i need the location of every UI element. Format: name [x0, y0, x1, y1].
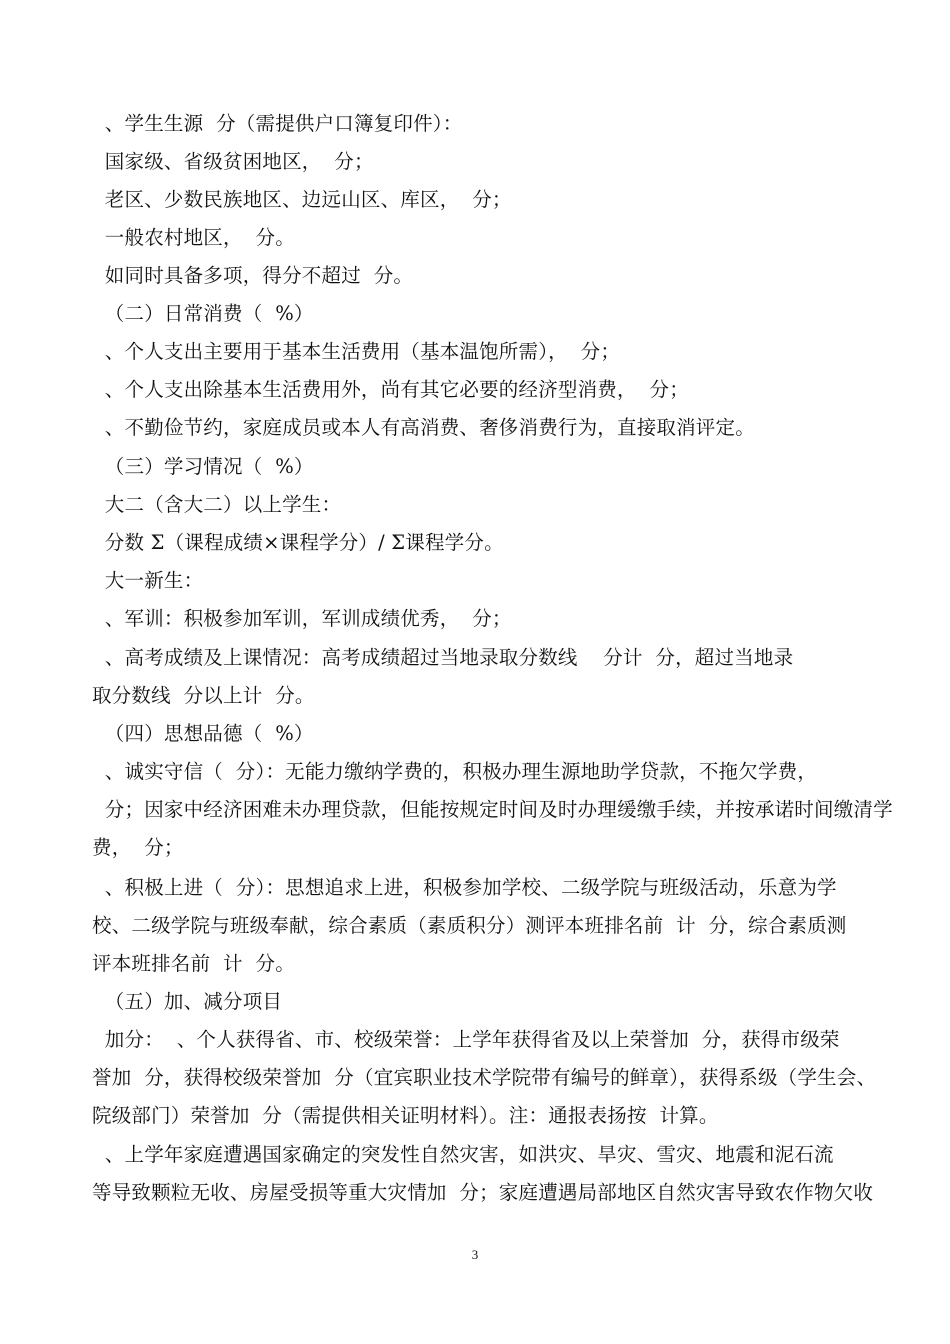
text-line: 、诚实守信（ 分）：无能力缴纳学费的，积极办理生源地助学贷款，不拖欠学费，: [92, 760, 818, 783]
text-line: 大一新生：: [92, 569, 204, 592]
text-line: 加分： 、个人获得省、市、校级荣誉：上学年获得省及以上荣誉加 分，获得市级荣: [92, 1028, 840, 1051]
text-line: 校、二级学院与班级奉献，综合素质（素质积分）测评本班排名前 计 分，综合素质测: [92, 914, 847, 937]
section-heading: （二）日常消费（ %）: [92, 302, 314, 325]
text-line: 大二（含大二）以上学生：: [92, 493, 342, 516]
page-number: 3: [471, 1247, 479, 1262]
section-heading: （三）学习情况（ %）: [92, 455, 314, 478]
text-line: 等导致颗粒无收、房屋受损等重大灾情加 分；家庭遭遇局部地区自然灾害导致农作物欠收: [92, 1181, 874, 1204]
text-line: 如同时具备多项，得分不超过 分。: [92, 264, 414, 287]
text-line: 、军训：积极参加军训，军训成绩优秀， 分；: [92, 607, 512, 630]
text-line: 取分数线 分以上计 分。: [92, 684, 315, 707]
text-line: 、高考成绩及上课情况：高考成绩超过当地录取分数线 分计 分，超过当地录: [92, 646, 794, 669]
text-line: 国家级、省级贫困地区， 分；: [92, 150, 374, 173]
text-line: 一般农村地区， 分。: [92, 226, 295, 249]
text-line: 分；因家中经济困难未办理贷款，但能按规定时间及时办理缓缴手续，并按承诺时间缴清学: [92, 798, 893, 821]
text-line: 分数 Σ（课程成绩×课程学分）/ Σ课程学分。: [92, 531, 504, 554]
text-line: 、上学年家庭遭遇国家确定的突发性自然灾害，如洪灾、旱灾、雪灾、地震和泥石流: [92, 1143, 834, 1166]
text-line: 费， 分；: [92, 836, 184, 859]
text-line: 、个人支出主要用于基本生活费用（基本温饱所需）， 分；: [92, 340, 621, 363]
text-line: 誉加 分，获得校级荣誉加 分（宜宾职业技术学院带有编号的鲜章），获得系级（学生会、: [92, 1066, 877, 1089]
text-line: 评本班排名前 计 分。: [92, 952, 295, 975]
text-line: 、个人支出除基本生活费用外，尚有其它必要的经济型消费， 分；: [92, 378, 689, 401]
text-line: 、不勤俭节约，家庭成员或本人有高消费、奢侈消费行为，直接取消评定。: [92, 416, 755, 439]
section-heading: （五）加、减分项目: [92, 990, 283, 1013]
text-line: 、学生生源 分（需提供户口簿复印件）：: [92, 112, 463, 135]
text-line: 院级部门）荣誉加 分（需提供相关证明材料）。注：通报表扬按 计算。: [92, 1104, 719, 1127]
text-line: 、积极上进（ 分）：思想追求上进，积极参加学校、二级学院与班级活动，乐意为学: [92, 876, 837, 899]
section-heading: （四）思想品德（ %）: [92, 722, 314, 745]
text-line: 老区、少数民族地区、边远山区、库区， 分；: [92, 188, 512, 211]
